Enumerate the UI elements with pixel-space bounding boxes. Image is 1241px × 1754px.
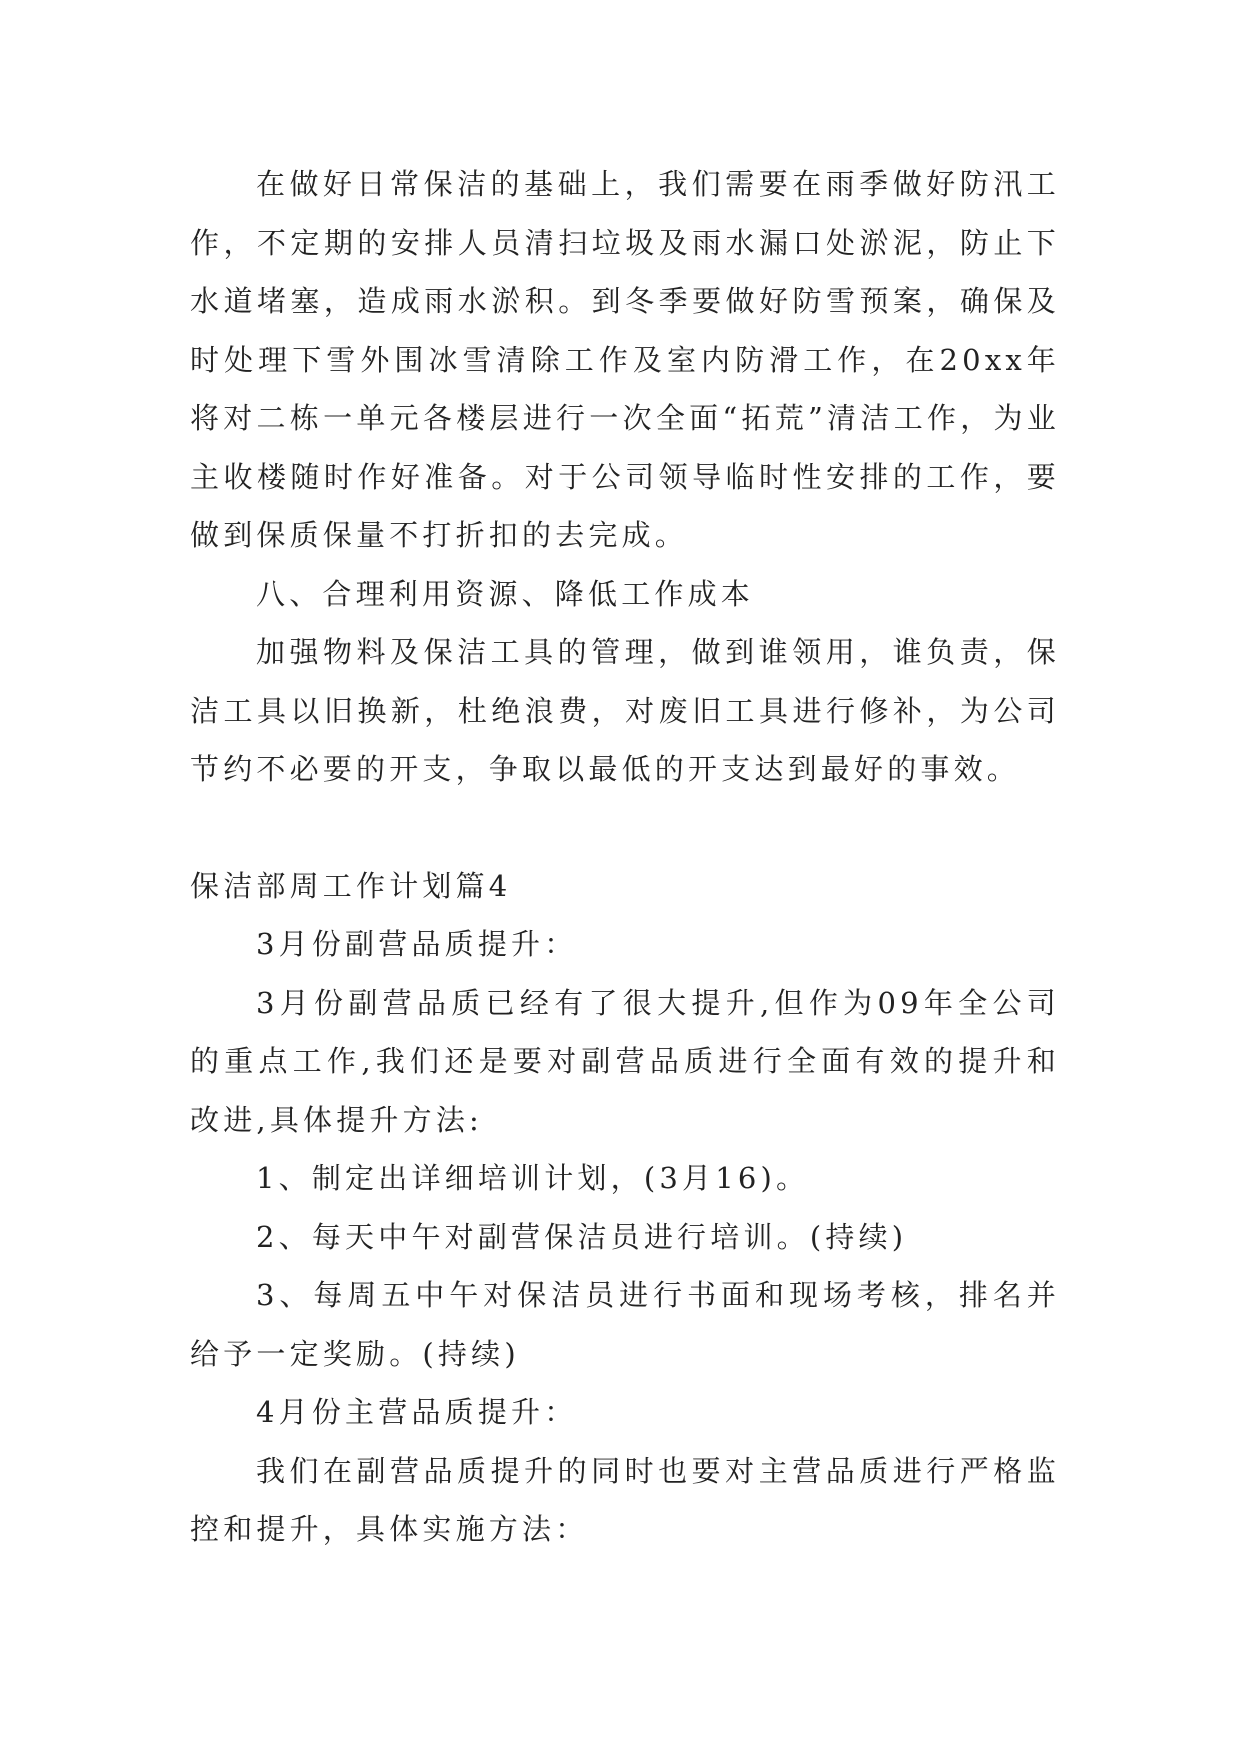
list-item-1: 1、制定出详细培训计划，(3月16)。 <box>256 1161 810 1195</box>
paragraph-materials-management: 加强物料及保洁工具的管理，做到谁领用，谁负责，保洁工具以旧换新，杜绝浪费，对废旧工具进行修补，为公司节约不必要的开支，争取以最低的开支达到最好的事效。 <box>190 635 1060 786</box>
paragraph-march-quality: 3月份副营品质已经有了很大提升,但作为09年全公司的重点工作,我们还是要对副营品质进行全面有效的提升和改进,具体提升方法: <box>190 985 1060 1137</box>
list-item-3: 3、每周五中午对保洁员进行书面和现场考核，排名并给予一定奖励。(持续) <box>190 1278 1060 1371</box>
paragraph-march-subheading: 3月份副营品质提升： <box>256 927 578 961</box>
list-item-2: 2、每天中午对副营保洁员进行培训。(持续) <box>256 1219 908 1254</box>
paragraph-april-quality: 我们在副营品质提升的同时也要对主营品质进行严格监控和提升，具体实施方法： <box>190 1453 1060 1546</box>
document-body <box>190 155 1060 1559</box>
paragraph-flood-prevention: 在做好日常保洁的基础上，我们需要在雨季做好防汛工作，不定期的安排人员清扫垃圾及雨水漏口处淤泥，防止下水道堵塞，造成雨水淤积。到冬季要做好防雪预案，确保及时处理下雪外围冰雪清除工作及室内防滑工作，在20xx年将对二栋一单元各楼层进行一次全面“拓荒”清洁工作，为业主收楼随时作好准备。对于公司领导临时性安排的工作，要做到保质保量不打折扣的去完成。 <box>190 167 1060 552</box>
paragraph-april-subheading: 4月份主营品质提升： <box>256 1395 578 1429</box>
article-title: 保洁部周工作计划篇4 <box>190 868 512 903</box>
section-heading-resources: 八、合理利用资源、降低工作成本 <box>256 576 755 611</box>
